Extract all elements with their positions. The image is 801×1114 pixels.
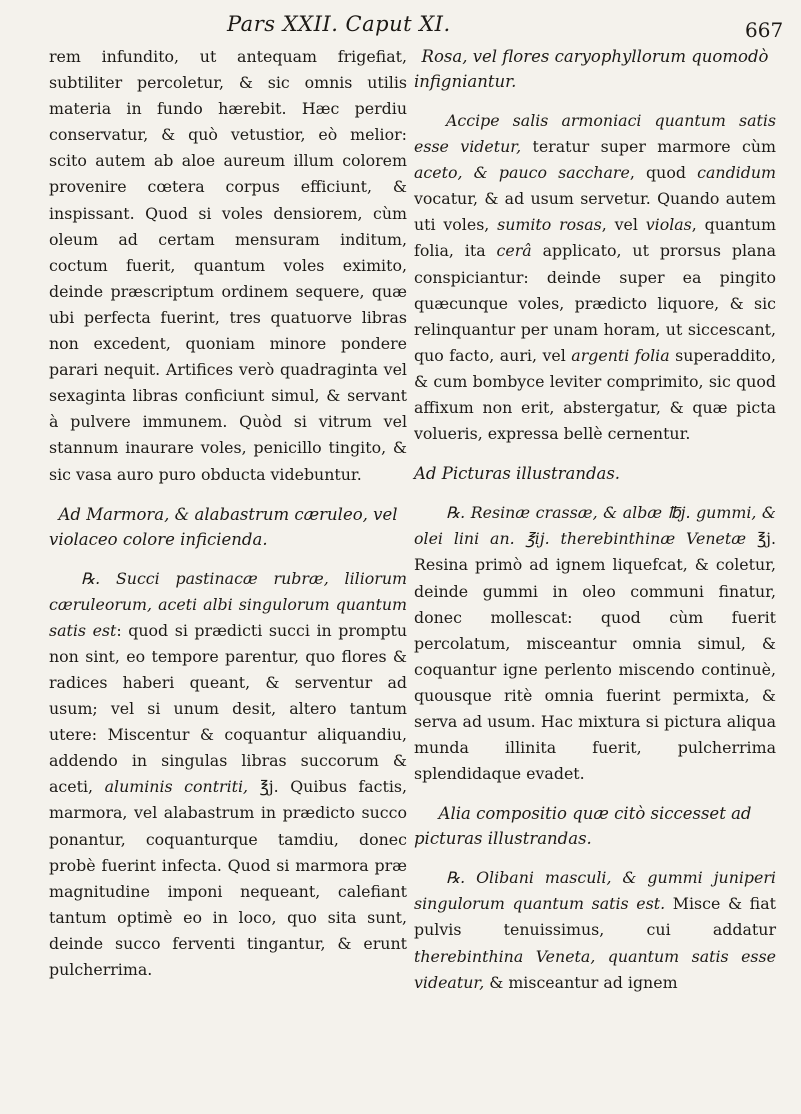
page-number: 667 (745, 18, 784, 42)
text-run: ℥j. Resina primò ad ignem liquefcat, & coletur, deinde gummi in oleo communi finatur, donec mollescat: quod cùm fuerit percolatum, misceantur omnia simul, & coquantur igne perlento miscendo continuè, quousque ritè omnia fuerint permixta, & serva ad usum. Hac mixtura si pictura aliqua munda illinita fuerit, pulcherrima splendidaque evadet. (414, 529, 776, 784)
running-head: Pars XXII. Caput XI. (227, 12, 451, 36)
text-run: teratur super marmore cùm (521, 137, 776, 157)
right-column (414, 44, 776, 996)
recipe-ingredients: Accipe salis armoniaci quantum satis esse videtur, (414, 111, 776, 157)
section-heading-picturas: Ad Picturas illustrandas. (414, 464, 621, 484)
ingredient: cerâ (496, 241, 532, 261)
paragraph-recipe-picturas (414, 500, 776, 787)
paragraph-recipe-alia (414, 865, 776, 995)
text-run: vocatur, & ad usum servetur. Quando autem uti voles, (414, 189, 776, 235)
paragraph: rem infundito, ut antequam frigefiat, subtiliter percoletur, & sic omnis utilis materia in fundo hærebit. Hæc perdiu conservatur, & quò vetustior, eò melior: scito autem ab aloe aureum illum colorem provenire cœtera corpus efficiunt, & inspissant. Quod si voles densiorem, cùm oleum ad certam mensuram inditum, coctum fuerit, quantum voles eximito, deinde præscriptum ordinem sequere, quæ ubi perfecta fuerint, tres quatuorve libras non excedent, quoniam minore pondere parari nequit. Artifices verò quadraginta vel sexaginta libras conficiunt simul, & servant à pulvere immunem. Quòd si vitrum vel stannum inaurare voles, penicillo tingito, & sic vasa auro puro obducta videbuntur. (49, 47, 407, 484)
text-run: Misce & fiat pulvis tenuissimus, cui addatur (414, 894, 776, 940)
text-run: : quod si prædicti succi in promptu non sint, eo tempore parentur, quo flores & radices haberi queant, & serventur ad usum; vel si unum desit, altero tantum utere: Miscentur & coquantur aliquandiu, addendo in singulas libras succorum & aceti, (49, 620, 408, 797)
page-header (0, 8, 801, 42)
paragraph-recipe-rosa (414, 108, 776, 447)
left-column (49, 44, 407, 983)
recipe-ingredients: ℞. Resinæ crassæ, & albæ ℔j. gummi, & olei lini an. ℥ij. therebinthinæ Venetæ (414, 503, 776, 549)
text-run: ℥j. Quibus factis, marmora, vel alabastrum in prædicto succo ponantur, coquanturque tamdiu, donec probè fuerint infecta. Quod si marmora præ magnitudine imponi nequeant, calefiant tantum optimè eo in loco, quo sita sunt, deinde succo ferventi tingantur, & erunt pulcherrima. (49, 777, 407, 979)
text-run: applicato, ut prorsus plana conspiciantur: deinde super ea pingito quæcunque voles, prædicto liquore, & sic relinquantur per unam horam, ut siccescant, quo facto, auri, vel (414, 241, 776, 365)
ingredient: sumito rosas (497, 215, 602, 235)
text-run: & misceantur ad ignem (484, 972, 678, 992)
text-run: , quantum folia, ita (414, 215, 776, 261)
ingredient: therebinthina Veneta, quantum satis esse videatur, (414, 946, 776, 992)
section-heading-alia: Alia compositio quæ citò siccesset ad picturas illustrandas. (414, 804, 752, 849)
section-heading-rosa: Rosa, vel flores caryophyllorum quomodò infigniantur. (414, 47, 769, 91)
text-run: , vel (601, 215, 646, 235)
recipe-ingredients: ℞. Succi pastinacæ rubræ, liliorum cæruleorum, aceti albi singulorum quantum satis est (49, 568, 407, 640)
ingredient: aceto, & pauco sacchare (414, 163, 630, 183)
ingredient: violas (645, 215, 692, 235)
paragraph-recipe-marmora (49, 566, 407, 984)
ingredient: candidum (697, 163, 776, 183)
text-run: superaddito, & cum bombyce leviter comprimito, sic quod affixum non erit, abstergatur, & quæ picta volueris, expressa bellè cernentur. (414, 345, 777, 444)
ingredient-alum: aluminis contriti, (104, 777, 249, 797)
ingredient: argenti folia (571, 345, 670, 365)
section-heading-marmora: Ad Marmora, & alabastrum cæruleo, vel violaceo colore inficienda. (49, 504, 398, 549)
text-run: , quod (629, 163, 698, 183)
recipe-ingredients: ℞. Olibani masculi, & gummi juniperi singulorum quantum satis est. (414, 868, 776, 914)
